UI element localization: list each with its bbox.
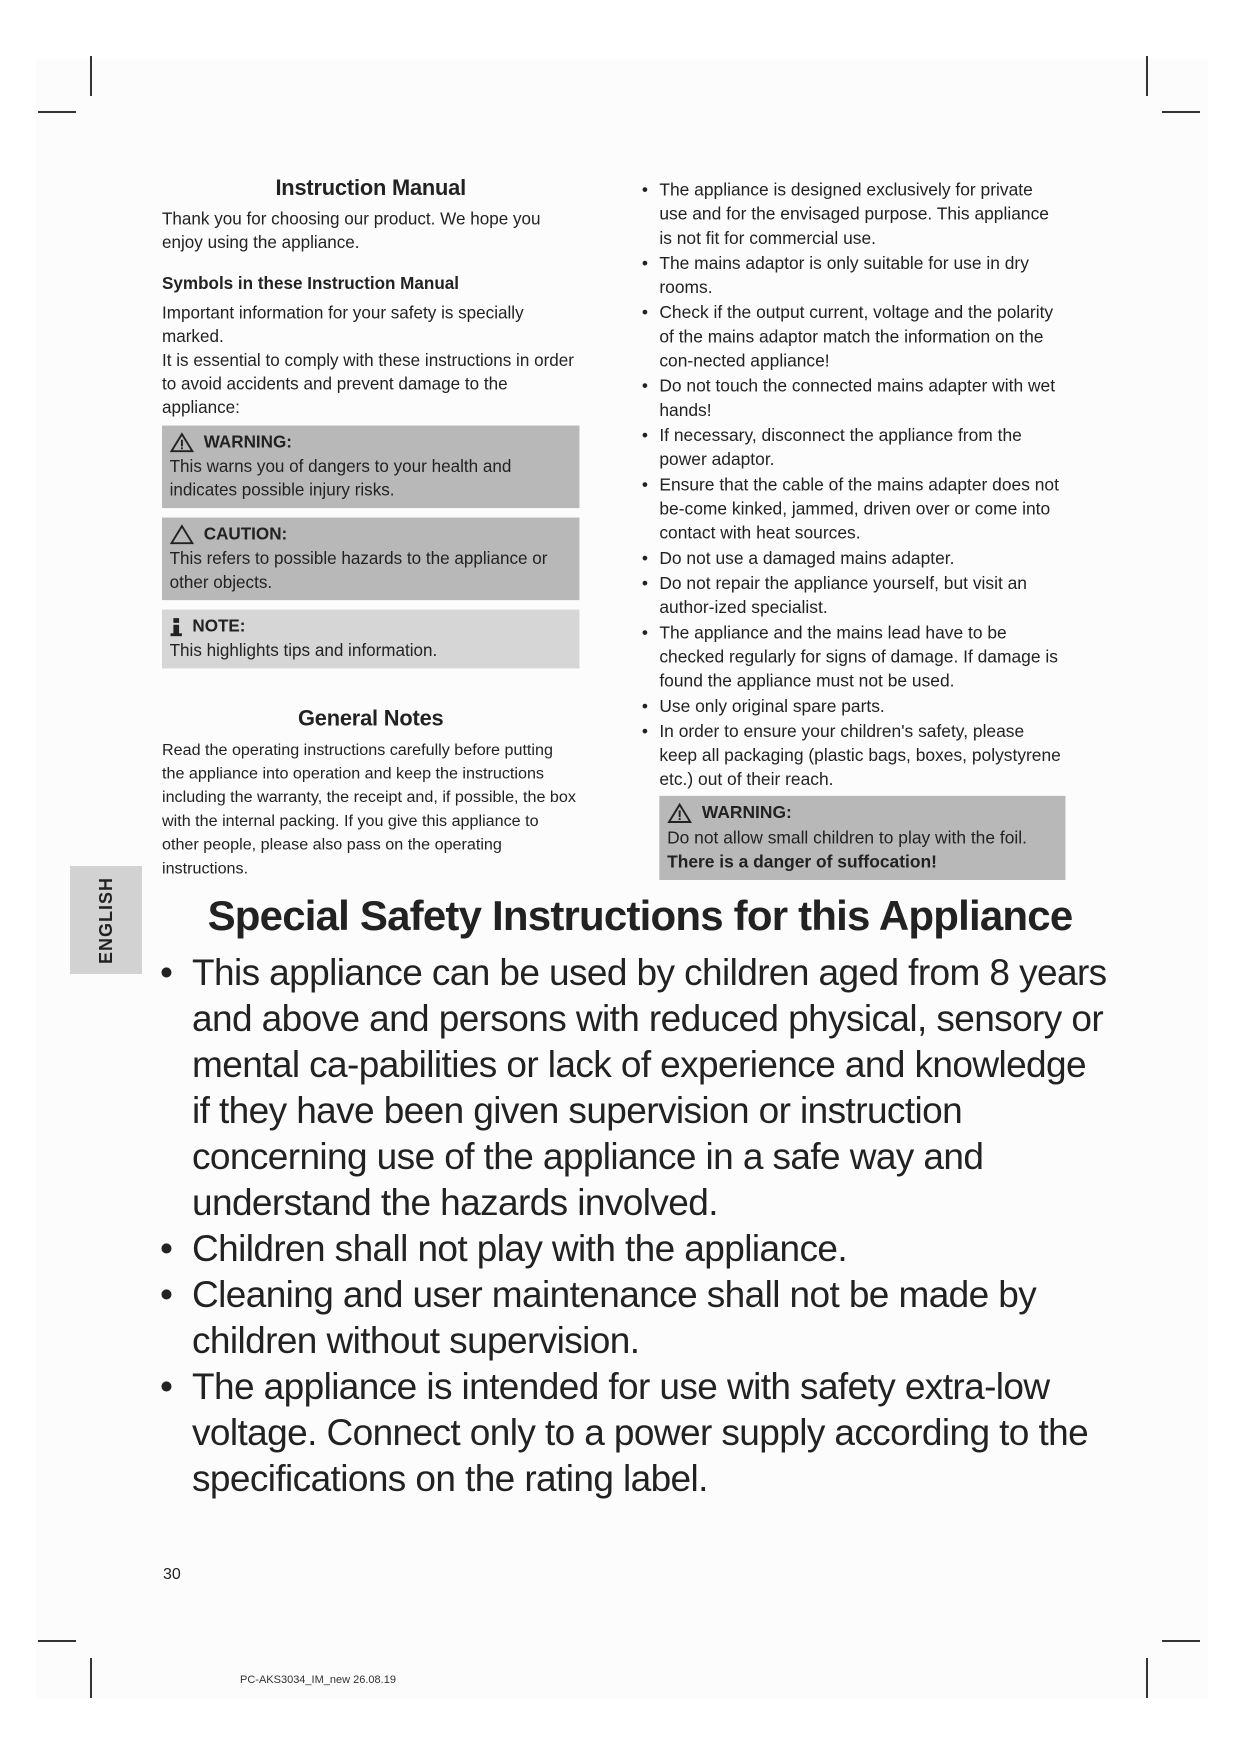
info-icon xyxy=(170,616,183,637)
list-item: • Do not repair the appliance yourself, but visit an author-ized specialist. xyxy=(640,572,1065,620)
foil-warning-text xyxy=(667,826,1058,874)
list-item: • Cleaning and user maintenance shall not be made by children without supervision. xyxy=(160,1272,1110,1364)
warning-box xyxy=(162,426,579,509)
note-label: NOTE: xyxy=(192,616,246,636)
page-number: 30 xyxy=(163,1566,181,1583)
list-item: • Use only original spare parts. xyxy=(640,694,1065,718)
foil-warning-label: WARNING: xyxy=(701,802,792,822)
caution-triangle-icon xyxy=(170,524,195,545)
warning-label: WARNING: xyxy=(203,432,292,452)
warning-triangle-icon xyxy=(667,802,692,823)
safety-bullet-list xyxy=(640,178,1065,792)
list-item: • This appliance can be used by children aged from 8 years and above and persons with reduced physical, sensory or mental ca-pabilities or lack of experience and knowledge if they have been given supervision or instruction concerning use of the appliance in a safe way and understand the hazards involved. xyxy=(160,950,1110,1226)
foil-warning-body: Do not allow small children to play with the foil. xyxy=(667,827,1027,848)
right-column xyxy=(640,178,1065,880)
special-safety-list xyxy=(160,950,1110,1502)
language-tab xyxy=(70,866,142,974)
crop-mark xyxy=(38,1640,76,1642)
symbols-heading: Symbols in these Instruction Manual xyxy=(162,273,460,293)
caution-label: CAUTION: xyxy=(203,524,288,544)
intro-text: Thank you for choosing our product. We hope you enjoy using the appliance. xyxy=(162,209,541,252)
list-item: • The appliance and the mains lead have to be checked regularly for signs of damage. If damage is found the appliance must not be used. xyxy=(640,621,1065,694)
crop-mark xyxy=(1146,1658,1148,1698)
symbols-paragraph-1: Important information for your safety is specially marked. xyxy=(162,303,524,346)
crop-mark xyxy=(38,111,76,113)
crop-mark xyxy=(1162,111,1200,113)
list-item: • Do not touch the connected mains adapter with wet hands! xyxy=(640,374,1065,422)
caution-text: This refers to possible hazards to the appliance or other objects. xyxy=(169,548,548,592)
general-notes-text: Read the operating instructions carefully before putting the appliance into operation and keep the instructions including the warranty, the receipt and, if possible, the box with the internal packing. If you give this appliance to other people, please also pass on the operating instructions. xyxy=(162,740,576,878)
special-safety-title: Special Safety Instructions for this Appliance xyxy=(207,892,1073,939)
language-tab-label: ENGLISH xyxy=(95,876,116,964)
list-item: • The appliance is designed exclusively for private use and for the envisaged purpose. This appliance is not fit for commercial use. xyxy=(640,178,1065,251)
foil-warning-box xyxy=(659,796,1065,880)
list-item: • If necessary, disconnect the appliance from the power adaptor. xyxy=(640,424,1065,472)
note-box xyxy=(162,610,579,669)
symbols-paragraph-2: It is essential to comply with these instructions in order to avoid accidents and prevent damage to the appliance: xyxy=(162,350,574,417)
warning-triangle-icon xyxy=(170,432,195,453)
list-item: • In order to ensure your children's safety, please keep all packaging (plastic bags, boxes, polystyrene etc.) out of their reach. xyxy=(640,719,1065,792)
caution-box xyxy=(162,518,579,601)
warning-text: This warns you of dangers to your health and indicates possible injury risks. xyxy=(169,456,512,500)
crop-mark xyxy=(90,1658,92,1698)
footer-code: PC-AKS3034_IM_new 26.08.19 xyxy=(240,1674,396,1686)
list-item: • The mains adaptor is only suitable for use in dry rooms. xyxy=(640,251,1065,299)
list-item: • Ensure that the cable of the mains adapter does not be-come kinked, jammed, driven over or come into contact with heat sources. xyxy=(640,473,1065,546)
crop-mark xyxy=(1146,56,1148,96)
foil-warning-bold: There is a danger of suffocation! xyxy=(667,851,937,872)
left-column xyxy=(162,176,579,880)
list-item: • Do not use a damaged mains adapter. xyxy=(640,546,1065,570)
note-text: This highlights tips and information. xyxy=(169,640,438,660)
crop-mark xyxy=(1162,1640,1200,1642)
list-item: • Children shall not play with the appliance. xyxy=(160,1226,1110,1272)
list-item: • Check if the output current, voltage and the polarity of the mains adaptor match the information on the con-nected appliance! xyxy=(640,301,1065,374)
list-item: • The appliance is intended for use with safety extra-low voltage. Connect only to a power supply according to the specifications on the rating label. xyxy=(160,1364,1110,1502)
crop-mark xyxy=(90,56,92,96)
instruction-manual-title: Instruction Manual xyxy=(275,175,467,200)
general-notes-title: General Notes xyxy=(297,705,444,731)
